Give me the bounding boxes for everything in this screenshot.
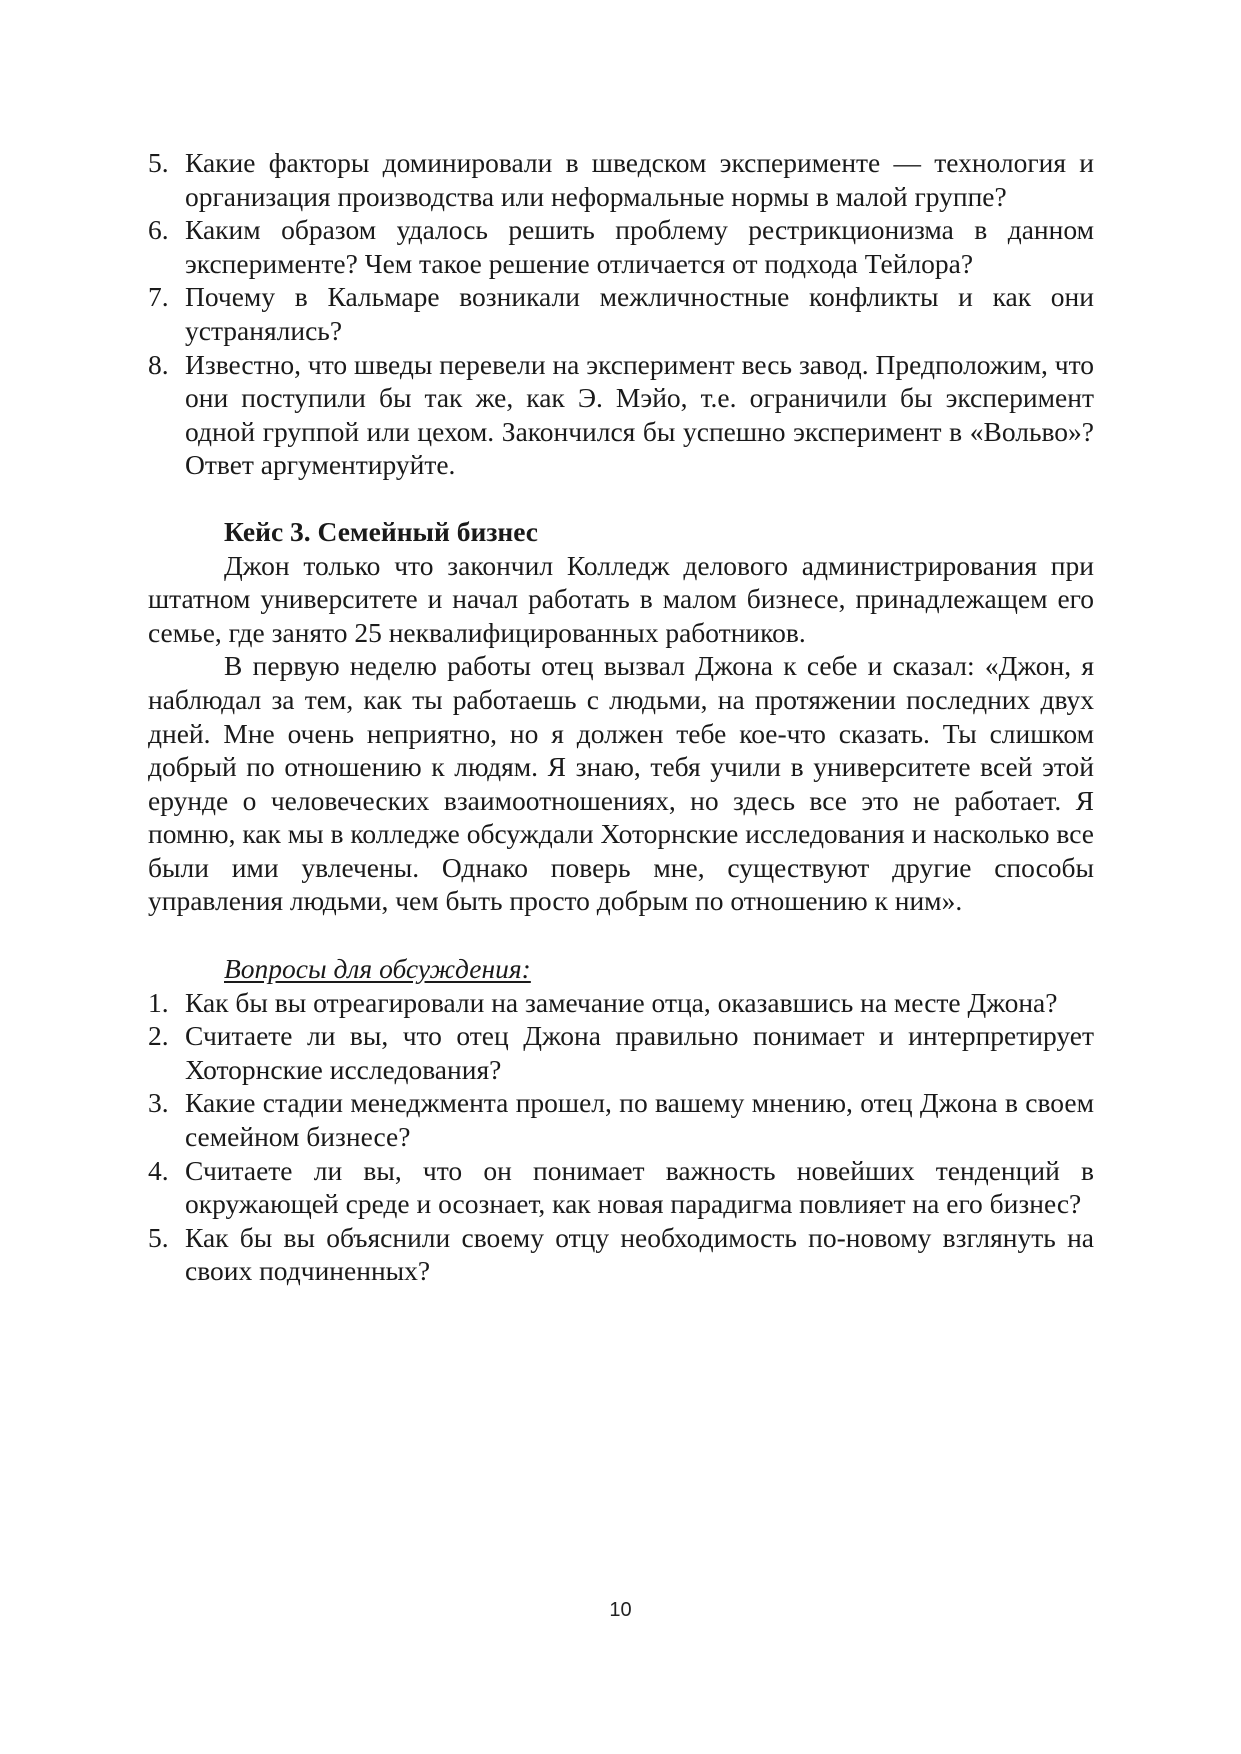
document-page	[148, 146, 1094, 1288]
list-item	[148, 1154, 1094, 1221]
list-item-text: Известно, что шведы перевели на эксперимент весь завод. Предположим, что они поступили бы так же, как Э. Мэйо, т.е. ограничили бы эксперимент одной группой или цехом. Закончился бы успешно эксперимент в «Вольво»? Ответ аргументируйте.	[185, 348, 1094, 481]
list-item	[148, 986, 1094, 1020]
list-item-number: 8.	[148, 348, 169, 380]
list-item-text: Почему в Кальмаре возникали межличностные конфликты и как они устранялись?	[185, 281, 1094, 346]
list-item-text: Каким образом удалось решить проблему рестрикционизма в данном эксперименте? Чем такое решение отличается от подхода Тейлора?	[185, 214, 1094, 279]
list-item-number: 1.	[148, 986, 169, 1018]
list-item	[148, 280, 1094, 347]
list-item-text: Считаете ли вы, что отец Джона правильно понимает и интерпретирует Хоторнские исследования?	[185, 1020, 1094, 1085]
list-item-text: Какие стадии менеджмента прошел, по вашему мнению, отец Джона в своем семейном бизнесе?	[185, 1087, 1094, 1153]
list-item	[148, 1221, 1094, 1288]
list-item	[148, 146, 1094, 213]
list-item-text: Как бы вы объяснили своему отцу необходимость по-новому взглянуть на своих подчиненных?	[185, 1221, 1094, 1287]
list-item-text: Считаете ли вы, что он понимает важность новейших тенденций в окружающей среде и осознает, как новая парадигма повлияет на его бизнес?	[185, 1154, 1094, 1220]
page-number: 10	[609, 1599, 632, 1621]
case-paragraph: Джон только что закончил Колледж делового администрирования при штатном университете и начал работать в малом бизнесе, принадлежащем его семье, где занято 25 неквалифицированных работников.	[148, 549, 1094, 648]
list-item	[148, 348, 1094, 482]
discussion-heading: Вопросы для обсуждения:	[224, 953, 531, 985]
case-title: Кейс 3. Семейный бизнес	[224, 515, 538, 547]
list-item-number: 7.	[148, 281, 169, 313]
list-item	[148, 1019, 1094, 1086]
list-item-number: 6.	[148, 214, 169, 246]
list-item	[148, 1086, 1094, 1153]
case-paragraph: В первую неделю работы отец вызвал Джона к себе и сказал: «Джон, я наблюдал за тем, как ты работаешь с людьми, на протяжении последних двух дней. Мне очень неприятно, но я должен тебе кое-что сказать. Ты слишком добрый по отношению к людям. Я знаю, тебя учили в университете всей этой ерунде о человеческих взаимоотношениях, но здесь все это не работает. Я помню, как мы в колледже обсуждали Хоторнские исследования и насколько все были ими увлечены. Однако поверь мне, существуют другие способы управления людьми, чем быть просто добрым по отношению к ним».	[148, 650, 1094, 917]
discussion-questions-list	[148, 986, 1094, 1288]
list-item	[148, 213, 1094, 280]
questions-list-top	[148, 146, 1094, 482]
list-item-number: 2.	[148, 1020, 169, 1052]
list-item-number: 5.	[148, 147, 169, 178]
list-item-number: 4.	[148, 1154, 169, 1186]
list-item-text: Как бы вы отреагировали на замечание отца, оказавшись на месте Джона?	[185, 986, 1058, 1018]
list-item-text: Какие факторы доминировали в шведском эксперименте — технология и организация производства или неформальные нормы в малой группе?	[185, 147, 1094, 212]
list-item-number: 3.	[148, 1087, 169, 1119]
list-item-number: 5.	[148, 1221, 169, 1253]
